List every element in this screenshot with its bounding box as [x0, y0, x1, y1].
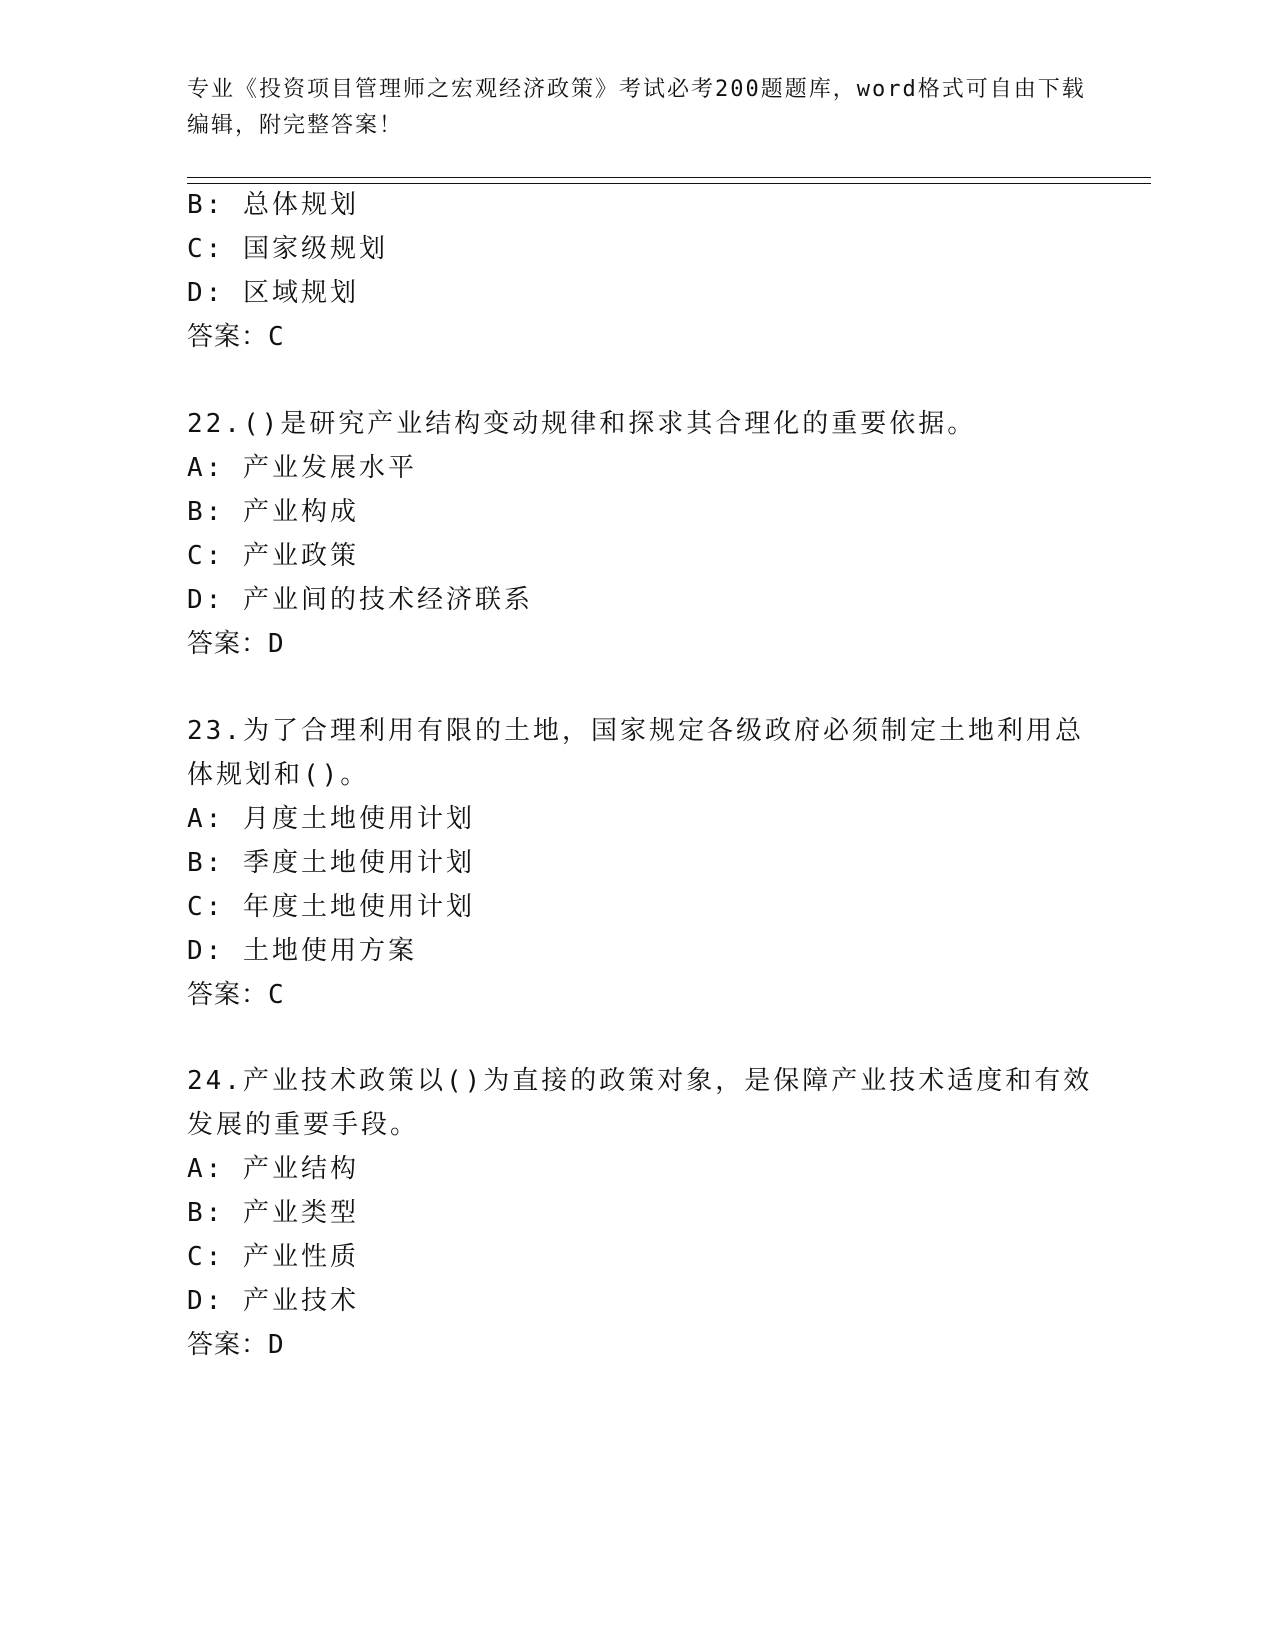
option-a: A: 产业结构	[187, 1154, 359, 1184]
option-c: C: 年度土地使用计划	[187, 892, 475, 922]
option-b: B: 总体规划	[187, 190, 359, 220]
option-d: D: 产业间的技术经济联系	[187, 585, 533, 615]
option-c: C: 国家级规划	[187, 234, 388, 264]
option-c: C: 产业性质	[187, 1242, 359, 1272]
option-d: D: 产业技术	[187, 1286, 359, 1316]
option-b: B: 季度土地使用计划	[187, 848, 475, 878]
option-b: B: 产业类型	[187, 1198, 359, 1228]
option-d: D: 区域规划	[187, 278, 359, 308]
question-stem: 23.为了合理利用有限的土地，国家规定各级政府必须制定土地利用总	[187, 716, 1084, 746]
question-stem: 24.产业技术政策以()为直接的政策对象，是保障产业技术适度和有效	[187, 1066, 1093, 1096]
question-stem-continued: 体规划和()。	[187, 760, 370, 790]
answer-line: 答案：C	[187, 980, 285, 1010]
option-d: D: 土地使用方案	[187, 936, 417, 966]
question-stem-continued: 发展的重要手段。	[187, 1110, 420, 1140]
option-b: B: 产业构成	[187, 497, 359, 527]
document-header: 专业《投资项目管理师之宏观经济政策》考试必考200题题库，word格式可自由下载编辑，附完整答案！	[187, 77, 1086, 138]
answer-line: 答案：C	[187, 322, 285, 352]
question-stem: 22.()是研究产业结构变动规律和探求其合理化的重要依据。	[187, 409, 977, 439]
header-divider-bottom	[187, 183, 1151, 184]
answer-line: 答案：D	[187, 629, 285, 659]
header-divider-top	[187, 177, 1151, 178]
option-a: A: 产业发展水平	[187, 453, 417, 483]
option-a: A: 月度土地使用计划	[187, 804, 475, 834]
answer-line: 答案：D	[187, 1330, 285, 1360]
option-c: C: 产业政策	[187, 541, 359, 571]
